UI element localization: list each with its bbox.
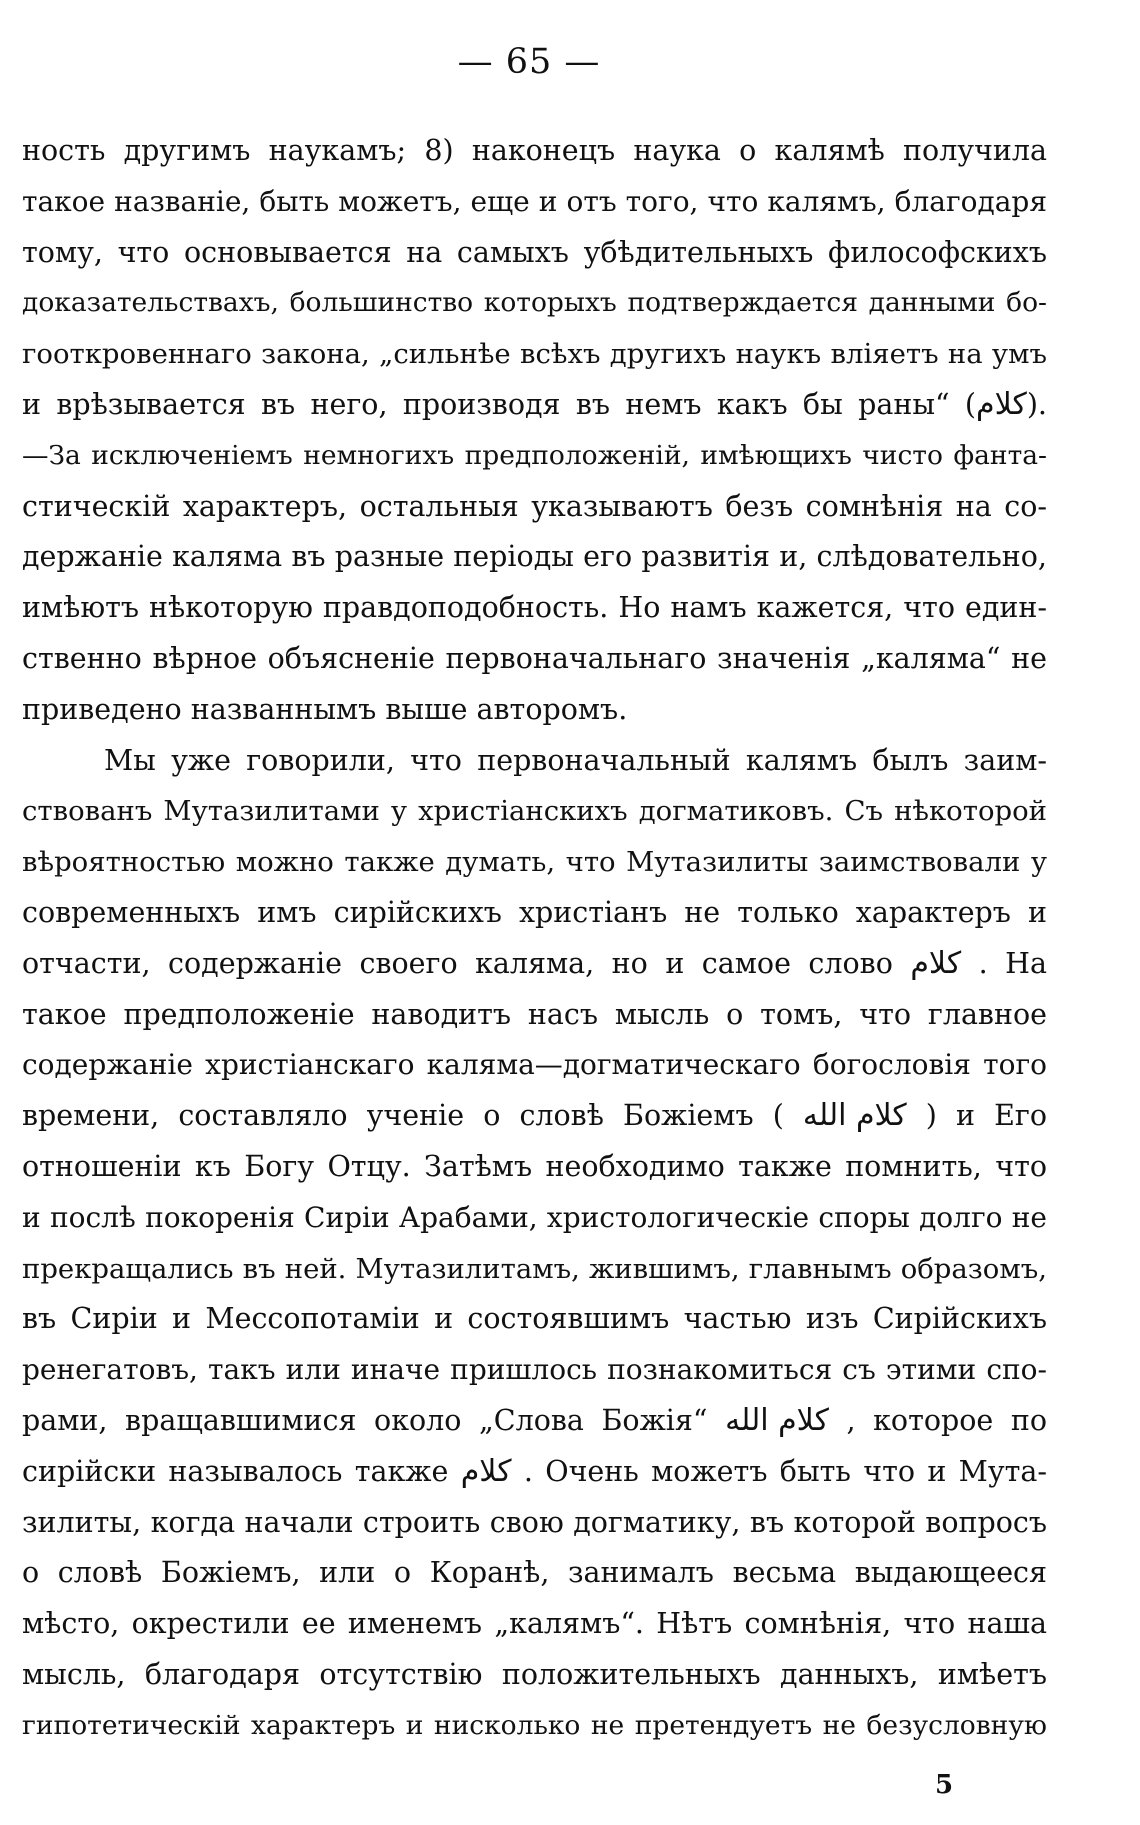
text-line	[22, 1498, 1047, 1549]
text-run: , которое по	[828, 1403, 1047, 1437]
text-run: отчасти, содержаніе своего каляма, но и самое слово	[22, 946, 911, 980]
text-run: содержаніе христіанскаго каляма—догматическаго богословія того	[22, 1048, 1047, 1082]
text-run: ).	[1026, 387, 1047, 421]
text-line	[22, 634, 1047, 685]
text-run: сирійски называлось также	[22, 1454, 461, 1488]
text-run: современныхъ имъ сирійскихъ христіанъ не только характеръ и	[22, 895, 1047, 929]
text-run: ность другимъ наукамъ; 8) наконецъ наука о калямѣ получила	[22, 134, 1047, 167]
text-line	[22, 482, 1047, 533]
text-line	[22, 736, 1047, 787]
text-run: вѣроятностью можно также думать, что Мутазилиты заимствовали у	[22, 846, 1047, 879]
text-line	[22, 532, 1047, 583]
text-run: въ Сиріи и Мессопотаміи и состоявшимъ частью изъ Сирійскихъ	[22, 1302, 1047, 1336]
text-line	[22, 786, 1047, 837]
arabic-word: كلام الله	[725, 1402, 829, 1438]
text-run: ствованъ Мутазилитами у христіанскихъ догматиковъ. Съ нѣкоторой	[22, 795, 1047, 828]
text-line	[22, 228, 1047, 279]
text-run: ) и Его	[906, 1099, 1047, 1133]
text-line	[22, 380, 1047, 431]
text-run: держаніе каляма въ разные періоды его развитія и, слѣдовательно,	[22, 540, 1047, 574]
text-line	[22, 177, 1047, 228]
text-run: . Очень можетъ быть что и Мута-	[511, 1454, 1047, 1488]
signature-mark: 5	[935, 1770, 954, 1800]
text-run: —За исключеніемъ немногихъ предположеній, имѣющихъ чисто фанта-	[22, 439, 1047, 471]
text-run: мѣсто, окрестили ее именемъ „калямъ“. Нѣтъ сомнѣнія, что наша	[22, 1607, 1047, 1641]
text-line	[22, 431, 1047, 482]
arabic-word: كلام	[976, 386, 1027, 422]
text-line	[22, 888, 1047, 939]
arabic-word: كلام	[460, 1453, 512, 1489]
text-run: времени, составляло ученіе о словѣ Божіемъ (	[22, 1099, 803, 1133]
text-line	[22, 126, 1047, 177]
text-line	[22, 1142, 1047, 1193]
text-line	[22, 939, 1047, 990]
text-line	[22, 1396, 1047, 1447]
text-run: такое названіе, быть можетъ, еще и отъ того, что калямъ, благодаря	[22, 184, 1047, 218]
text-run: и врѣзывается въ него, производя въ немъ какъ бы раны“ (	[22, 387, 977, 421]
text-run: зилиты, когда начали строить свою догматику, въ которой вопросъ	[22, 1505, 1047, 1539]
text-run: имѣютъ нѣкоторую правдоподобность. Но намъ кажется, что един-	[22, 591, 1047, 625]
text-run: гооткровеннаго закона, „сильнѣе всѣхъ другихъ наукъ вліяетъ на умъ	[22, 338, 1047, 371]
text-run: гипотетическій характеръ и нисколько не претендуетъ не безусловную	[22, 1709, 1047, 1741]
text-line	[22, 837, 1047, 888]
text-run: стическій характеръ, остальныя указываютъ безъ сомнѣнія на со-	[22, 489, 1047, 523]
page-number: — 65 —	[457, 42, 601, 82]
text-line	[22, 1294, 1047, 1345]
body-text	[22, 126, 1047, 1752]
text-run: мысль, благодаря отсутствію положительныхъ данныхъ, имѣетъ	[22, 1657, 1047, 1691]
text-line	[22, 1599, 1047, 1650]
text-run: приведено названнымъ выше авторомъ.	[22, 692, 628, 726]
text-line	[22, 278, 1047, 329]
text-run: ренегатовъ, такъ или иначе пришлось познакомиться съ этими спо-	[22, 1353, 1047, 1387]
text-line	[22, 1447, 1047, 1498]
text-run: доказательствахъ, большинство которыхъ подтверждается данными бо-	[22, 287, 1047, 319]
text-run: Мы уже говорили, что первоначальный калямъ былъ заим-	[104, 743, 1047, 777]
arabic-word: كلام	[910, 945, 962, 981]
text-run: отношеніи къ Богу Отцу. Затѣмъ необходимо также помнить, что	[22, 1149, 1047, 1183]
text-line	[22, 685, 1047, 736]
text-line	[22, 1091, 1047, 1142]
text-line	[22, 990, 1047, 1041]
text-line	[22, 1650, 1047, 1701]
text-run: рами, вращавшимися около „Слова Божія“	[22, 1403, 726, 1437]
text-run: . На	[961, 946, 1047, 980]
text-line	[22, 1193, 1047, 1244]
text-run: такое предположеніе наводитъ насъ мысль о томъ, что главное	[22, 997, 1047, 1031]
text-line	[22, 1701, 1047, 1752]
text-line	[22, 1244, 1047, 1295]
text-run: ственно вѣрное объясненіе первоначальнаго значенія „каляма“ не	[22, 641, 1047, 675]
text-run: о словѣ Божіемъ, или о Коранѣ, занималъ весьма выдающееся	[22, 1556, 1047, 1590]
text-line	[22, 1040, 1047, 1091]
arabic-word: كلام الله	[802, 1098, 907, 1134]
text-run: тому, что основывается на самыхъ убѣдительныхъ философскихъ	[22, 235, 1047, 269]
text-line	[22, 1548, 1047, 1599]
text-run: и послѣ покоренія Сиріи Арабами, христологическіе споры долго не	[22, 1200, 1047, 1234]
text-line	[22, 583, 1047, 634]
text-line	[22, 329, 1047, 380]
text-run: прекращались въ ней. Мутазилитамъ, жившимъ, главнымъ образомъ,	[22, 1252, 1047, 1285]
text-line	[22, 1345, 1047, 1396]
